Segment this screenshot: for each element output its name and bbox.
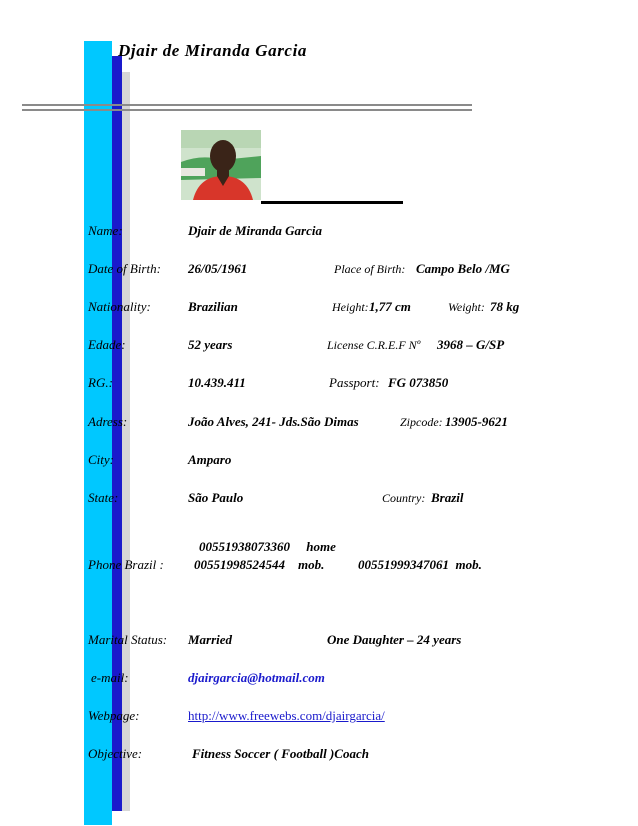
phone-mobile-2: 00551999347061 mob. [358,557,482,572]
profile-photo [181,130,261,200]
decor-bar-blue [112,56,122,811]
nationality-value: Brazilian [188,299,238,314]
passport-label: Passport: [329,375,380,390]
country-value: Brazil [431,490,464,505]
birth-value: 26/05/1961 [188,261,248,276]
phone-mobile-1: 00551998524544 mob. [194,557,325,572]
birth-label: Date of Birth: [88,261,161,276]
children-value: One Daughter – 24 years [327,632,462,647]
age-value: 52 years [188,337,233,352]
marital-label: Marital Status: [88,632,168,647]
city-label: City: [88,452,114,467]
license-value: 3968 – G/SP [437,337,505,352]
webpage-link[interactable]: http://www.freewebs.com/djairgarcia/ [188,708,385,723]
state-label: State: [88,490,119,505]
marital-value: Married [188,632,233,647]
decor-bar-gray [122,72,130,811]
weight-value: 78 kg [490,299,520,314]
webpage-label: Webpage: [88,708,140,723]
address-label: Adress: [88,414,128,429]
place-of-birth-value: Campo Belo /MG [416,261,510,276]
city-value: Amparo [188,452,232,467]
rg-label: RG.: [88,375,113,390]
nationality-label: Nationality: [88,299,151,314]
photo-underline [261,201,403,204]
zipcode-label: Zipcode: [400,415,443,429]
license-label: License C.R.E.F Nº [327,338,421,352]
name-label: Name: [88,223,123,238]
address-value: João Alves, 241- Jds.São Dimas [188,414,359,429]
title-divider-bottom [22,109,472,111]
title-divider-top [22,104,472,106]
name-value: Djair de Miranda Garcia [188,223,322,238]
objective-value: Fitness Soccer ( Football )Coach [192,746,369,761]
phone-label: Phone Brazil : [88,557,164,572]
age-label: Edade: [88,337,126,352]
objective-label: Objective: [88,746,143,761]
zipcode-value: 13905-9621 [445,414,508,429]
email-link[interactable]: djairgarcia@hotmail.com [188,670,325,685]
place-of-birth-label: Place of Birth: [334,262,406,276]
country-label: Country: [382,491,426,505]
height-value: 1,77 cm [369,299,411,314]
email-label: e-mail: [91,670,129,685]
rg-value: 10.439.411 [188,375,246,390]
weight-label: Weight: [448,300,485,314]
height-label: Height: [332,300,369,314]
passport-value: FG 073850 [388,375,449,390]
state-value: São Paulo [188,490,244,505]
page-title: Djair de Miranda Garcia [118,41,308,60]
phone-home: 00551938073360 home [199,539,336,554]
